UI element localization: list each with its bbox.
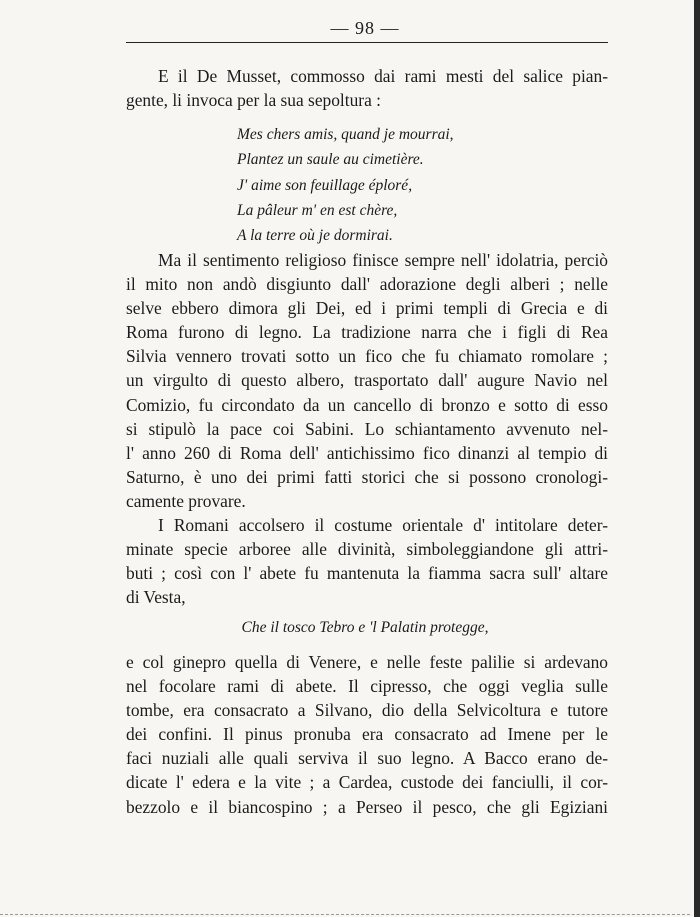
text-line: dicate l' edera e la vite ; a Cardea, custode dei fanciulli, il cor- (126, 772, 608, 793)
text-line: camente provare. (126, 490, 246, 511)
verse-line: Mes chers amis, quand je mourrai, (237, 126, 454, 143)
text-line: e col ginepro quella di Venere, e nelle feste palilie si ardevano (126, 652, 608, 672)
text-line: Ma il sentimento religioso finisce sempre nell' idolatria, perciò (158, 250, 608, 270)
paragraph-3 (126, 650, 608, 819)
text-line: buti ; così con l' abete fu mantenuta la fiamma sacra sull' altare (126, 563, 608, 584)
verse-line: J' aime son feuillage éploré, (237, 176, 413, 194)
text-line: tombe, era consacrato a Silvano, dio della Selvicoltura e tutore (126, 700, 608, 721)
verse-quotation (237, 122, 454, 248)
scan-bottom-edge (0, 914, 690, 915)
verse-line: A la terre où je dormirai. (237, 227, 393, 245)
text-line: E il De Musset, commosso dai rami mesti del salice pian- (158, 66, 608, 86)
text-line: l' anno 260 di Roma dell' antichissimo fico dinanzi al tempio di (126, 442, 608, 463)
quotation-line: Che il tosco Tebro e 'l Palatin protegge, (241, 619, 489, 636)
text-line: Silvia vennero trovati sotto un fico che fu chiamato romolare ; (126, 346, 608, 367)
verse-line: La pâleur m' en est chère, (237, 201, 398, 219)
text-line: di Vesta, (126, 587, 186, 608)
scan-edge (694, 0, 700, 917)
paragraph-2 (126, 513, 608, 609)
text-line: nel focolare rami di abete. Il cipresso, che oggi veglia sulle (126, 676, 608, 697)
text-line: gente, li invoca per la sua sepoltura : (126, 90, 381, 111)
text-line: dei confini. Il pinus pronuba era consacrato ad Imene per le (126, 724, 608, 745)
text-line: selve ebbero dimora gli Dei, ed i primi templi di Grecia e di (126, 298, 608, 319)
text-line: si stipulò la pace coi Sabini. Lo schiantamento avvenuto nel- (126, 418, 608, 439)
text-line: Saturno, è uno dei primi fatti storici che si possono cronologi- (126, 466, 608, 487)
text-line: minate specie arboree alle divinità, simboleggiandone gli attri- (126, 539, 608, 560)
text-line: Comizio, fu circondato da un cancello di bronzo e sotto di esso (126, 394, 608, 415)
text-line: I Romani accolsero il costume orientale d' intitolare deter- (158, 515, 608, 535)
header-rule (126, 42, 608, 43)
text-line: faci nuziali alle quali serviva il suo legno. A Bacco erano de- (126, 748, 608, 769)
text-line: bezzolo e il biancospino ; a Perseo il pesco, che gli Egiziani (126, 796, 608, 817)
paragraph-1 (126, 248, 608, 513)
text-line: un virgulto di questo albero, trasportato dall' augure Navio nel (126, 370, 608, 391)
text-line: il mito non andò disgiunto dall' adorazione degli alberi ; nelle (126, 274, 608, 295)
intro-paragraph (126, 64, 608, 112)
page-number: — 98 — (330, 18, 400, 38)
text-line: Roma furono di legno. La tradizione narra che i figli di Rea (126, 322, 608, 343)
verse-line: Plantez un saule au cimetière. (237, 151, 424, 169)
